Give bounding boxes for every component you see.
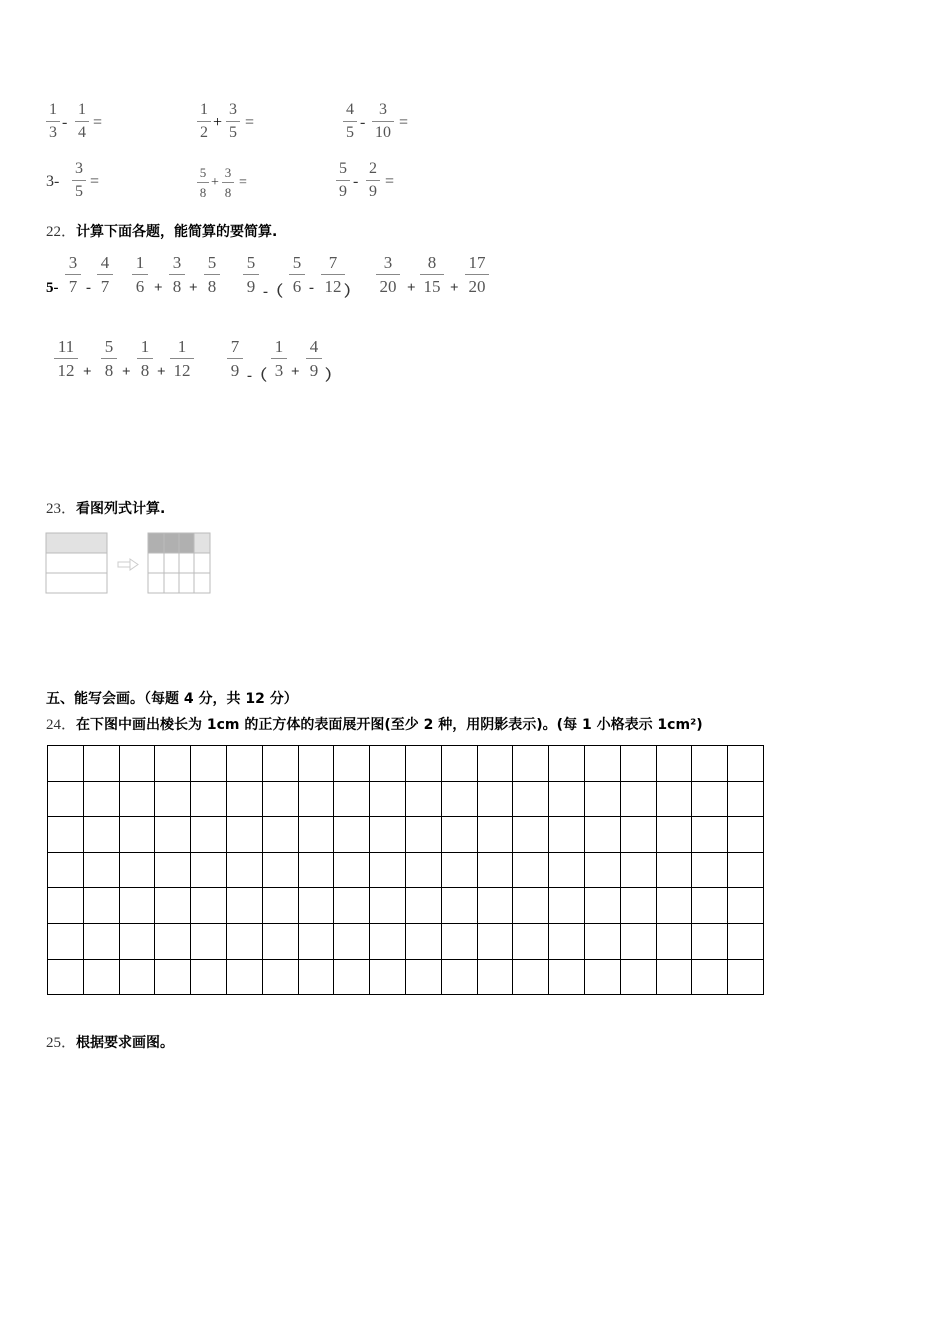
grid-cell[interactable]: [584, 852, 620, 888]
grid-cell[interactable]: [405, 781, 441, 817]
grid-cell[interactable]: [155, 923, 191, 959]
grid-cell[interactable]: [119, 888, 155, 924]
grid-cell[interactable]: [728, 852, 764, 888]
grid-cell[interactable]: [477, 923, 513, 959]
grid-cell[interactable]: [191, 781, 227, 817]
grid-cell[interactable]: [334, 959, 370, 995]
operator: -: [353, 173, 359, 190]
grid-cell[interactable]: [513, 852, 549, 888]
grid-cell[interactable]: [584, 781, 620, 817]
fraction: 4 9: [306, 338, 322, 379]
grid-cell[interactable]: [334, 852, 370, 888]
grid-cell[interactable]: [656, 888, 692, 924]
grid-cell[interactable]: [262, 959, 298, 995]
grid-cell[interactable]: [334, 781, 370, 817]
grid-cell[interactable]: [692, 923, 728, 959]
fraction: 7 12: [321, 254, 345, 295]
grid-cell[interactable]: [191, 852, 227, 888]
grid-cell[interactable]: [83, 746, 119, 782]
grid-cell[interactable]: [477, 852, 513, 888]
grid-cell[interactable]: [620, 852, 656, 888]
fraction: 3 5: [226, 102, 240, 141]
fraction: 3 8: [222, 166, 234, 199]
operator: -: [86, 280, 91, 296]
grid-cell[interactable]: [441, 852, 477, 888]
grid-cell[interactable]: [83, 959, 119, 995]
grid-cell[interactable]: [262, 852, 298, 888]
section-5-heading: 五、能写会画。（每题 4 分，共 12 分）: [46, 691, 298, 707]
grid-cell[interactable]: [477, 817, 513, 853]
grid-cell[interactable]: [620, 746, 656, 782]
equals-sign: =: [245, 114, 255, 131]
grid-cell[interactable]: [656, 852, 692, 888]
fraction: 4 7: [97, 254, 113, 295]
operator: +: [407, 280, 416, 296]
grid-cell[interactable]: [119, 781, 155, 817]
fraction: 2 9: [366, 161, 380, 200]
grid-cell[interactable]: [656, 781, 692, 817]
grid-cell[interactable]: [83, 781, 119, 817]
grid-cell[interactable]: [262, 923, 298, 959]
grid-cell[interactable]: [370, 781, 406, 817]
grid-cell[interactable]: [155, 852, 191, 888]
grid-cell[interactable]: [119, 959, 155, 995]
fraction: 1 2: [197, 102, 211, 141]
grid-cell[interactable]: [441, 817, 477, 853]
grid-cell[interactable]: [48, 746, 84, 782]
fraction: 3 5: [72, 161, 86, 200]
question-23-heading: 23．看图列式计算.: [46, 501, 166, 517]
grid-cell[interactable]: [441, 888, 477, 924]
grid-cell[interactable]: [262, 888, 298, 924]
grid-cell[interactable]: [48, 852, 84, 888]
grid-cell[interactable]: [191, 959, 227, 995]
fraction: 4 5: [343, 102, 357, 141]
grid-cell[interactable]: [119, 923, 155, 959]
grid-cell[interactable]: [513, 817, 549, 853]
equals-sign: =: [399, 114, 409, 131]
grid-cell[interactable]: [226, 781, 262, 817]
grid-cell[interactable]: [48, 888, 84, 924]
fraction: 3 8: [169, 254, 185, 295]
right-grid: [148, 533, 210, 593]
grid-cell[interactable]: [370, 817, 406, 853]
fraction: 1 12: [170, 338, 194, 379]
grid-cell[interactable]: [405, 817, 441, 853]
grid-cell[interactable]: [191, 923, 227, 959]
grid-cell[interactable]: [155, 781, 191, 817]
grid-cell[interactable]: [692, 746, 728, 782]
grid-cell[interactable]: [298, 817, 334, 853]
paren-close: ）: [344, 284, 360, 300]
grid-cell[interactable]: [477, 959, 513, 995]
grid-cell[interactable]: [549, 746, 585, 782]
grid-cell[interactable]: [656, 746, 692, 782]
operator: -（: [263, 284, 283, 300]
left-row: [46, 553, 107, 573]
fraction: 3 7: [65, 254, 81, 295]
grid-cell[interactable]: [656, 959, 692, 995]
grid-cell[interactable]: [441, 781, 477, 817]
fraction: 5 8: [197, 166, 209, 199]
equals-sign: =: [385, 173, 395, 190]
fraction: 11 12: [54, 338, 78, 379]
question-24-heading: 24．在下图中画出棱长为 1cm 的正方体的表面展开图(至少 2 种，用阴影表示)。(每 1 小格表示 1cm²): [46, 717, 703, 733]
grid-cell[interactable]: [692, 852, 728, 888]
grid-cell[interactable]: [334, 817, 370, 853]
equals-sign: =: [93, 114, 103, 131]
grid-cell[interactable]: [656, 817, 692, 853]
grid-cell[interactable]: [584, 923, 620, 959]
whole-number: 3-: [46, 173, 60, 190]
grid-cell[interactable]: [191, 888, 227, 924]
operator: +: [157, 364, 166, 380]
paren-close: ）: [325, 368, 341, 384]
grid-cell[interactable]: [119, 746, 155, 782]
grid-cell[interactable]: [728, 959, 764, 995]
grid-cell[interactable]: [262, 781, 298, 817]
grid-cell[interactable]: [620, 781, 656, 817]
grid-cell[interactable]: [441, 923, 477, 959]
grid-cell[interactable]: [370, 746, 406, 782]
grid-cell[interactable]: [226, 923, 262, 959]
grid-cell[interactable]: [119, 817, 155, 853]
fraction: 5 6: [289, 254, 305, 295]
grid-cell[interactable]: [728, 923, 764, 959]
fraction: 1 4: [75, 102, 89, 141]
grid-cell[interactable]: [513, 746, 549, 782]
grid-cell[interactable]: [477, 888, 513, 924]
grid-cell[interactable]: [155, 959, 191, 995]
grid-cell[interactable]: [728, 746, 764, 782]
grid-cell[interactable]: [620, 923, 656, 959]
operator: +: [122, 364, 131, 380]
grid-cell[interactable]: [298, 852, 334, 888]
grid-cell[interactable]: [620, 959, 656, 995]
left-row: [46, 573, 107, 593]
grid-cell[interactable]: [298, 746, 334, 782]
grid-cell[interactable]: [728, 817, 764, 853]
grid-cell[interactable]: [584, 888, 620, 924]
fraction: 7 9: [227, 338, 243, 379]
grid-cell[interactable]: [226, 959, 262, 995]
whole-number: 5-: [46, 280, 59, 296]
grid-cell[interactable]: [405, 959, 441, 995]
grid-cell[interactable]: [584, 959, 620, 995]
question-23-figure: [44, 531, 216, 599]
grid-cell[interactable]: [405, 852, 441, 888]
fraction: 5 8: [101, 338, 117, 379]
grid-cell[interactable]: [692, 781, 728, 817]
operator: -（: [247, 368, 267, 384]
equals-sign: =: [239, 175, 247, 190]
grid-cell[interactable]: [441, 746, 477, 782]
grid-cell[interactable]: [477, 746, 513, 782]
grid-cell[interactable]: [226, 852, 262, 888]
drawing-grid[interactable]: [47, 745, 764, 995]
operator: +: [154, 280, 163, 296]
fraction: 5 9: [243, 254, 259, 295]
operator: +: [291, 364, 300, 380]
grid-cell[interactable]: [155, 746, 191, 782]
left-shaded-row: [46, 533, 107, 553]
question-22-heading: 22．计算下面各题，能简算的要简算.: [46, 224, 278, 240]
operator: +: [211, 175, 219, 190]
grid-cell[interactable]: [119, 852, 155, 888]
grid-cell[interactable]: [298, 888, 334, 924]
grid-cell[interactable]: [48, 781, 84, 817]
grid-cell[interactable]: [584, 817, 620, 853]
grid-cell[interactable]: [262, 817, 298, 853]
fraction: 1 3: [271, 338, 287, 379]
grid-cell[interactable]: [513, 923, 549, 959]
grid-cell[interactable]: [262, 746, 298, 782]
grid-cell[interactable]: [405, 923, 441, 959]
grid-cell[interactable]: [620, 888, 656, 924]
grid-cell[interactable]: [83, 852, 119, 888]
grid-cell[interactable]: [83, 888, 119, 924]
fraction: 3 10: [372, 102, 394, 141]
grid-cell[interactable]: [692, 959, 728, 995]
grid-cell[interactable]: [155, 817, 191, 853]
grid-cell[interactable]: [334, 746, 370, 782]
fraction: 3 20: [376, 254, 400, 295]
grid-cell[interactable]: [549, 923, 585, 959]
fraction: 1 3: [46, 102, 60, 141]
fraction: 1 8: [137, 338, 153, 379]
grid-cell[interactable]: [226, 817, 262, 853]
grid-cell[interactable]: [549, 781, 585, 817]
grid-cell[interactable]: [298, 923, 334, 959]
right-arrow-icon: [118, 559, 138, 570]
operator: -: [360, 114, 366, 131]
operator: +: [450, 280, 459, 296]
grid-cell[interactable]: [513, 888, 549, 924]
grid-cell[interactable]: [48, 923, 84, 959]
grid-cell[interactable]: [298, 781, 334, 817]
operator: -: [62, 114, 68, 131]
grid-cell[interactable]: [370, 888, 406, 924]
grid-cell[interactable]: [370, 959, 406, 995]
fraction: 17 20: [465, 254, 489, 295]
grid-cell[interactable]: [48, 959, 84, 995]
grid-cell[interactable]: [692, 888, 728, 924]
operator: +: [189, 280, 198, 296]
grid-cell[interactable]: [334, 923, 370, 959]
grid-cell[interactable]: [191, 817, 227, 853]
grid-cell[interactable]: [334, 888, 370, 924]
grid-cell[interactable]: [656, 923, 692, 959]
fraction: 1 6: [132, 254, 148, 295]
question-25-heading: 25．根据要求画图。: [46, 1035, 175, 1051]
grid-cell[interactable]: [513, 781, 549, 817]
grid-cell[interactable]: [620, 817, 656, 853]
grid-cell[interactable]: [405, 888, 441, 924]
grid-cell[interactable]: [513, 959, 549, 995]
grid-cell[interactable]: [584, 746, 620, 782]
grid-cell[interactable]: [226, 888, 262, 924]
grid-cell[interactable]: [370, 852, 406, 888]
grid-cell[interactable]: [728, 888, 764, 924]
grid-cell[interactable]: [441, 959, 477, 995]
grid-cell[interactable]: [191, 746, 227, 782]
grid-cell[interactable]: [370, 923, 406, 959]
grid-cell[interactable]: [692, 817, 728, 853]
operator: +: [83, 364, 92, 380]
grid-cell[interactable]: [155, 888, 191, 924]
grid-cell[interactable]: [83, 817, 119, 853]
grid-cell[interactable]: [549, 888, 585, 924]
grid-cell[interactable]: [549, 959, 585, 995]
grid-cell[interactable]: [226, 746, 262, 782]
operator: -: [309, 280, 314, 296]
grid-cell[interactable]: [83, 923, 119, 959]
grid-cell[interactable]: [298, 959, 334, 995]
operator: +: [213, 114, 223, 131]
fraction: 8 15: [420, 254, 444, 295]
grid-cell[interactable]: [549, 852, 585, 888]
equals-sign: =: [90, 173, 100, 190]
fraction: 5 8: [204, 254, 220, 295]
grid-cell[interactable]: [405, 746, 441, 782]
fraction: 5 9: [336, 161, 350, 200]
grid-cell[interactable]: [549, 817, 585, 853]
grid-cell[interactable]: [728, 781, 764, 817]
grid-cell[interactable]: [477, 781, 513, 817]
grid-cell[interactable]: [48, 817, 84, 853]
